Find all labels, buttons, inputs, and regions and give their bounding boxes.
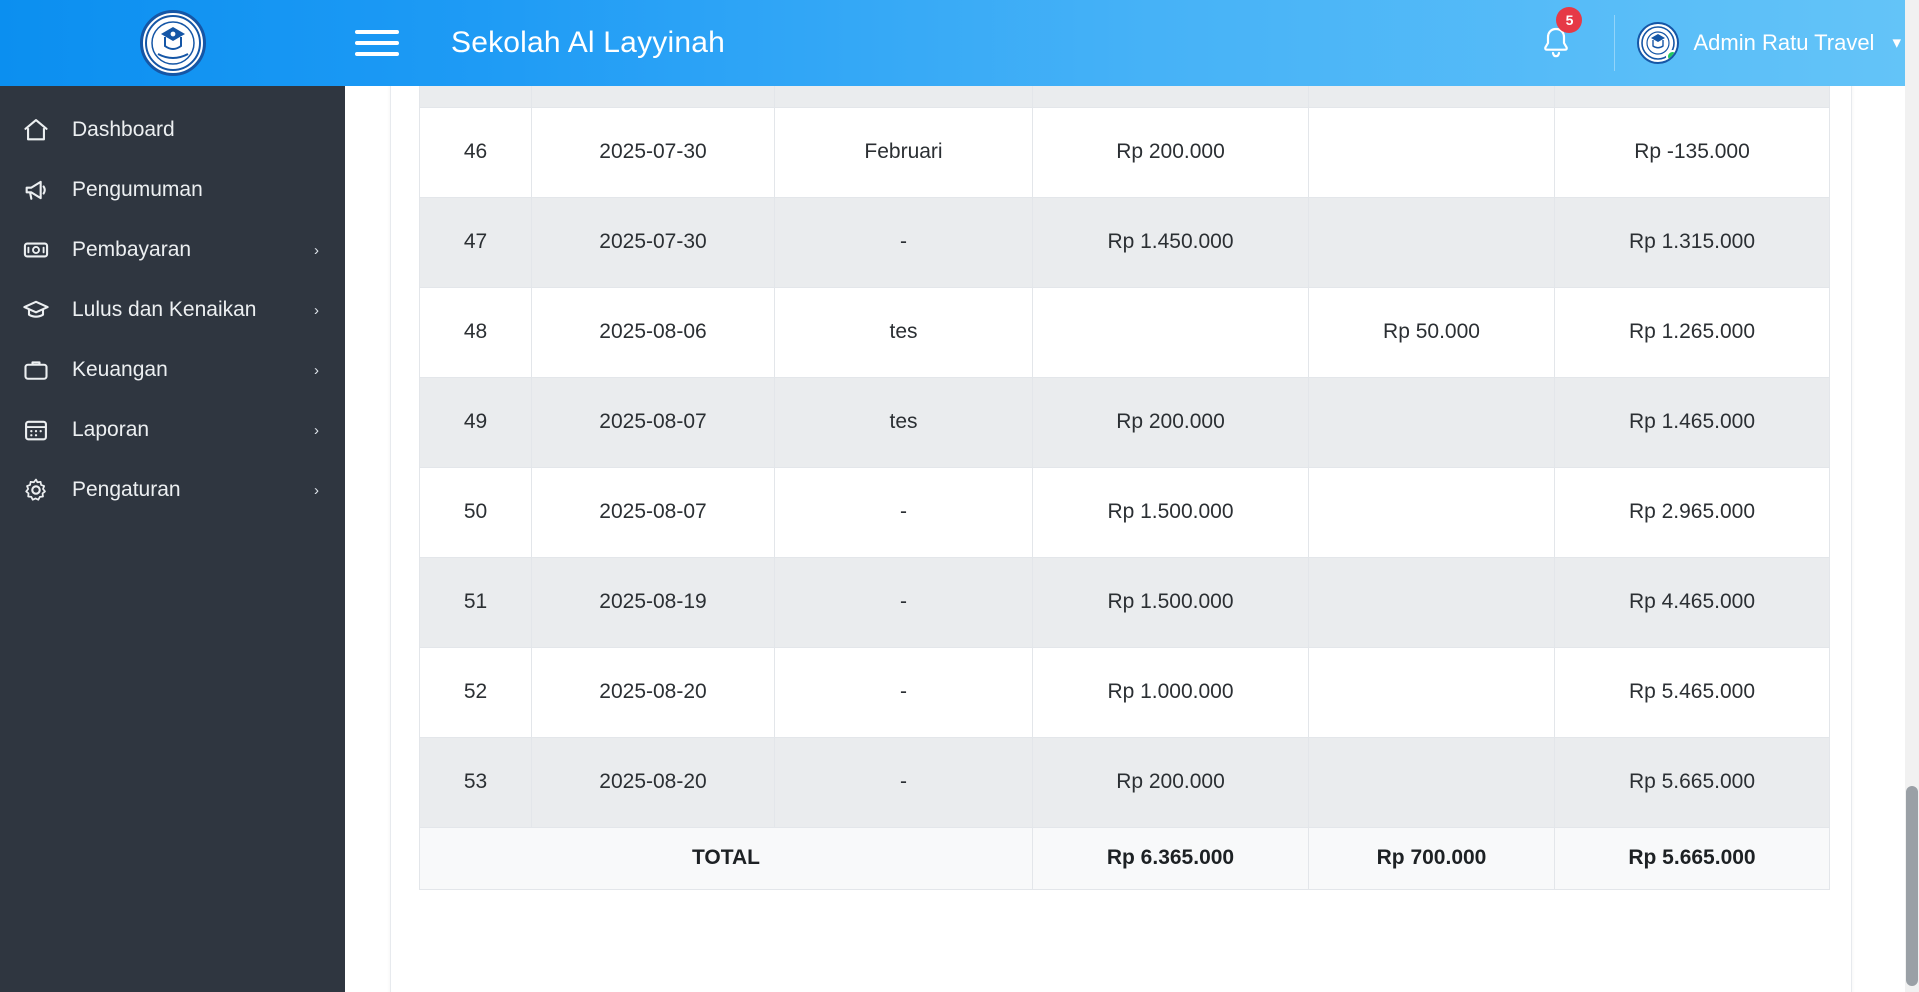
- cell-saldo: Rp 1.265.000: [1555, 287, 1830, 377]
- cell-credit: Rp 50.000: [1309, 287, 1555, 377]
- cell-saldo: Rp 5.465.000: [1555, 647, 1830, 737]
- cell-no: 52: [420, 647, 532, 737]
- cell-no: 53: [420, 737, 532, 827]
- sidebar-item-pembayaran[interactable]: [0, 220, 345, 280]
- cell-credit: [1309, 467, 1555, 557]
- main-content: [345, 86, 1919, 992]
- table-row[interactable]: [420, 737, 1830, 827]
- cell-description: -: [775, 197, 1033, 287]
- chevron-right-icon: ›: [314, 301, 319, 319]
- total-debit: Rp 6.365.000: [1033, 827, 1309, 889]
- cell-description: -: [775, 737, 1033, 827]
- cell-debit: [1033, 287, 1309, 377]
- cell-debit: Rp 1.450.000: [1033, 197, 1309, 287]
- cell-no: 47: [420, 197, 532, 287]
- chevron-right-icon: ›: [314, 241, 319, 259]
- cell-saldo: Rp 1.315.000: [1555, 197, 1830, 287]
- cell-saldo: Rp -135.000: [1555, 107, 1830, 197]
- logo-container: [0, 0, 345, 86]
- cell-credit: [1309, 647, 1555, 737]
- page-title: Sekolah Al Layyinah: [451, 26, 725, 59]
- table-row[interactable]: [420, 377, 1830, 467]
- cell-no: 46: [420, 107, 532, 197]
- table-total-row: [420, 827, 1830, 889]
- sidebar-item-label: Laporan: [72, 418, 150, 441]
- sidebar-item-label: Lulus dan Kenaikan: [72, 298, 257, 321]
- cell-credit: [1309, 107, 1555, 197]
- sidebar-item-pengaturan[interactable]: [0, 460, 345, 520]
- chevron-right-icon: ›: [314, 361, 319, 379]
- cell-date: 2025-08-07: [532, 467, 775, 557]
- cell-date: 2025-08-19: [532, 557, 775, 647]
- top-navbar: [0, 0, 1919, 86]
- megaphone-icon: [22, 176, 56, 204]
- table-row[interactable]: [420, 557, 1830, 647]
- hamburger-icon[interactable]: [355, 23, 399, 63]
- table-row[interactable]: [420, 287, 1830, 377]
- cell-date: 2025-07-30: [532, 197, 775, 287]
- avatar: [1637, 22, 1679, 64]
- graduation-cap-icon: [22, 296, 56, 324]
- sidebar-item-label: Pengumuman: [72, 178, 203, 201]
- cell-date: 2025-08-07: [532, 377, 775, 467]
- sidebar-item-label: Pembayaran: [72, 238, 192, 261]
- total-credit: Rp 700.000: [1309, 827, 1555, 889]
- cell-credit: [1309, 377, 1555, 467]
- notification-badge: 5: [1556, 7, 1582, 33]
- cell-description: tes: [775, 377, 1033, 467]
- sidebar-item-keuangan[interactable]: [0, 340, 345, 400]
- sidebar-item-label: Dashboard: [72, 118, 175, 141]
- sidebar-item-dashboard[interactable]: [0, 100, 345, 160]
- notifications-button[interactable]: [1526, 13, 1586, 73]
- cell-no: 51: [420, 557, 532, 647]
- cell-debit: Rp 200.000: [1033, 737, 1309, 827]
- cell-saldo: Rp 2.965.000: [1555, 467, 1830, 557]
- finance-table-body: [420, 86, 1830, 889]
- online-status-indicator: [1666, 50, 1679, 63]
- money-icon: [22, 236, 56, 264]
- chevron-down-icon: ▾: [1892, 33, 1901, 52]
- sidebar-item-lulus-dan-kenaikan[interactable]: [0, 280, 345, 340]
- cell-date: 2025-08-20: [532, 647, 775, 737]
- cell-credit: [1309, 737, 1555, 827]
- sidebar-item-pengumuman[interactable]: [0, 160, 345, 220]
- table-row[interactable]: [420, 107, 1830, 197]
- sidebar-item-laporan[interactable]: [0, 400, 345, 460]
- cell-date: 2025-07-30: [532, 107, 775, 197]
- calendar-report-icon: [22, 416, 56, 444]
- cell-date: 2025-08-20: [532, 737, 775, 827]
- cell-debit: Rp 1.500.000: [1033, 557, 1309, 647]
- cell-credit: [1309, 197, 1555, 287]
- cell-description: -: [775, 467, 1033, 557]
- briefcase-icon: [22, 356, 56, 384]
- user-menu[interactable]: [1614, 15, 1901, 71]
- page-scrollbar-thumb[interactable]: [1906, 786, 1918, 986]
- cell-description: -: [775, 647, 1033, 737]
- cell-description: -: [775, 557, 1033, 647]
- cell-no: 48: [420, 287, 532, 377]
- cell-saldo: Rp 1.465.000: [1555, 377, 1830, 467]
- chevron-right-icon: ›: [314, 421, 319, 439]
- table-row[interactable]: [420, 647, 1830, 737]
- cell-saldo: Rp 5.665.000: [1555, 737, 1830, 827]
- cell-no: 49: [420, 377, 532, 467]
- total-label: TOTAL: [420, 827, 1033, 889]
- finance-card: [390, 86, 1852, 992]
- total-saldo: Rp 5.665.000: [1555, 827, 1830, 889]
- cell-debit: Rp 1.500.000: [1033, 467, 1309, 557]
- cell-description: tes: [775, 287, 1033, 377]
- table-row[interactable]: [420, 197, 1830, 287]
- cell-date: 2025-08-06: [532, 287, 775, 377]
- home-icon: [22, 116, 56, 144]
- gear-icon: [22, 476, 56, 504]
- cell-debit: Rp 200.000: [1033, 377, 1309, 467]
- sidebar-item-label: Pengaturan: [72, 478, 181, 501]
- chevron-right-icon: ›: [314, 481, 319, 499]
- cell-debit: Rp 1.000.000: [1033, 647, 1309, 737]
- cell-no: 50: [420, 467, 532, 557]
- finance-table-container: [419, 86, 1829, 890]
- sidebar: [0, 86, 345, 992]
- sidebar-item-label: Keuangan: [72, 358, 168, 381]
- table-row-partial: [420, 86, 1830, 107]
- finance-table: [419, 86, 1830, 890]
- school-logo-icon: [140, 10, 206, 76]
- cell-debit: Rp 200.000: [1033, 107, 1309, 197]
- cell-saldo: Rp 4.465.000: [1555, 557, 1830, 647]
- cell-credit: [1309, 557, 1555, 647]
- page-scrollbar[interactable]: [1905, 0, 1919, 992]
- topbar-right-group: [1526, 0, 1919, 86]
- cell-description: Februari: [775, 107, 1033, 197]
- table-row[interactable]: [420, 467, 1830, 557]
- user-name-label: Admin Ratu Travel: [1693, 30, 1875, 55]
